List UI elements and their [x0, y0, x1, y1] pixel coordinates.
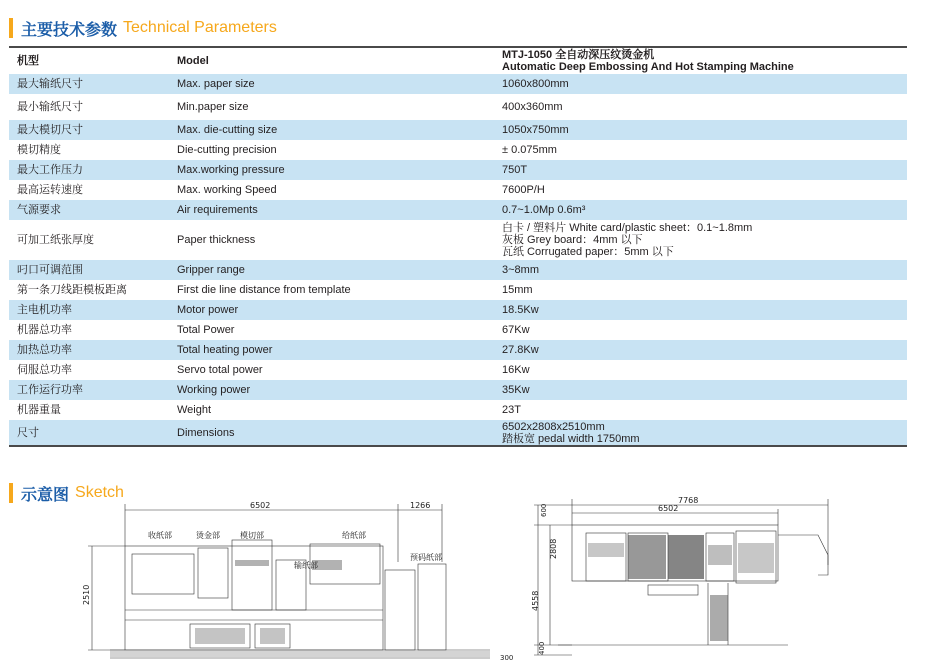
sketch-title-zh: 示意图: [21, 484, 70, 504]
param-value: [494, 120, 907, 140]
tech-title-zh: 主要技术参数: [21, 19, 118, 39]
front-dim-total: 7768: [678, 496, 699, 505]
table-row: [9, 380, 907, 400]
front-dim-height-total: 4558: [531, 590, 540, 611]
param-name-zh: 最小输纸尺寸: [17, 100, 83, 113]
param-value: [494, 400, 907, 420]
param-value: [494, 220, 907, 260]
label-feeding: 给纸部: [342, 531, 366, 540]
table-row: [9, 220, 907, 260]
param-name-zh: 工作运行功率: [17, 383, 83, 396]
table-row: [9, 180, 907, 200]
param-name-zh: 模切精度: [17, 143, 61, 156]
param-value-line: 白卡 / 塑料片 White card/plastic sheet：0.1~1.8mm: [502, 222, 753, 234]
param-name-zh: 第一条刀线距模板距离: [17, 283, 127, 296]
tech-title-en: Technical Parameters: [123, 19, 277, 36]
param-value-line: 35Kw: [502, 384, 530, 396]
param-value-line: 750T: [502, 164, 528, 176]
param-value: [494, 360, 907, 380]
table-row: [9, 120, 907, 140]
param-name-en: Weight: [177, 404, 212, 416]
table-row: [9, 360, 907, 380]
param-name-zh: 最大工作压力: [17, 163, 83, 176]
param-value-line: 400x360mm: [502, 101, 563, 113]
param-name-en: Paper thickness: [177, 234, 256, 246]
param-name-en: First die line distance from template: [177, 284, 351, 296]
label-delivery: 收纸部: [148, 531, 172, 540]
param-name-zh: 最大输纸尺寸: [17, 77, 83, 90]
param-value: [494, 260, 907, 280]
param-name-zh: 机器总功率: [17, 323, 72, 336]
param-name-zh: 气源要求: [17, 203, 61, 216]
table-row: [9, 140, 907, 160]
param-value: [494, 280, 907, 300]
param-name-zh: 机器重量: [17, 403, 61, 416]
table-row: [9, 94, 907, 120]
table-row: [9, 420, 907, 446]
param-name-zh: 最高运转速度: [17, 183, 83, 196]
param-value: [494, 200, 907, 220]
header-machine-zh: MTJ-1050 全自动深压纹烫金机: [502, 49, 655, 61]
table-row: [9, 400, 907, 420]
table-row: [9, 300, 907, 320]
param-value-line: 15mm: [502, 284, 533, 296]
table-row: [9, 280, 907, 300]
param-name-en: Working power: [177, 384, 251, 396]
param-value: [494, 94, 907, 120]
param-value: [494, 180, 907, 200]
table-row: [9, 340, 907, 360]
param-value-line: ± 0.075mm: [502, 144, 557, 156]
param-name-en: Min.paper size: [177, 101, 249, 113]
param-value-line: 27.8Kw: [502, 344, 539, 356]
header-model-zh: 机型: [17, 54, 39, 67]
title-accent-bar: [9, 483, 13, 503]
param-value-line: 灰板 Grey board：4mm 以下: [502, 234, 643, 246]
param-name-zh: 可加工纸张厚度: [17, 233, 94, 246]
param-name-en: Max. die-cutting size: [177, 124, 278, 136]
param-value-line: 6502x2808x2510mm: [502, 420, 605, 433]
front-dim-body: 6502: [658, 504, 679, 513]
param-name-en: Gripper range: [177, 264, 245, 276]
side-view-sketch: [80, 500, 520, 669]
param-value: [494, 320, 907, 340]
param-value-line: 67Kw: [502, 324, 530, 336]
param-value-line: 23T: [502, 404, 521, 416]
label-conveyor: 输纸部: [294, 561, 318, 570]
param-name-en: Max. working Speed: [177, 184, 277, 196]
param-name-zh: 加热总功率: [17, 343, 72, 356]
param-value-line: 0.7~1.0Mp 0.6m³: [502, 204, 586, 216]
param-value-line: 16Kw: [502, 364, 530, 376]
label-diecut: 模切部: [240, 531, 264, 540]
front-view-sketch: [528, 495, 838, 665]
table-body: [9, 74, 907, 446]
param-name-en: Die-cutting precision: [177, 144, 277, 156]
header-machine-en: Automatic Deep Embossing And Hot Stamping Machine: [502, 61, 794, 73]
param-value-line: 1060x800mm: [502, 78, 569, 90]
header-model-en: Model: [177, 55, 209, 67]
tech-section-title: [9, 17, 277, 39]
table-header: [9, 47, 907, 74]
front-dim-top: 600: [540, 503, 548, 517]
param-name-en: Total Power: [177, 324, 235, 336]
side-dim-total: 6502: [250, 501, 271, 510]
param-name-en: Max.working pressure: [177, 164, 285, 176]
table-row: [9, 160, 907, 180]
side-dim-base: 300: [500, 654, 514, 662]
param-value-line: 18.5Kw: [502, 304, 539, 316]
param-value: [494, 340, 907, 360]
param-name-zh: 叼口可调范围: [17, 263, 83, 276]
side-dim-height: 2510: [82, 584, 91, 605]
param-name-en: Motor power: [177, 304, 239, 316]
param-value: [494, 140, 907, 160]
header-machine: [494, 47, 907, 74]
param-name-en: Dimensions: [177, 426, 235, 439]
param-value: [494, 420, 907, 446]
param-name-zh: 尺寸: [17, 425, 39, 439]
param-name-en: Total heating power: [177, 344, 273, 356]
param-value-line: 1050x750mm: [502, 124, 569, 136]
table-row: [9, 320, 907, 340]
param-value: [494, 300, 907, 320]
label-stamping: 烫金部: [196, 531, 220, 540]
param-value: [494, 160, 907, 180]
side-dim-feeder: 1266: [410, 501, 431, 510]
param-value-line: 瓦纸 Corrugated paper：5mm 以下: [502, 246, 674, 258]
table-row: [9, 200, 907, 220]
front-dim-height-inner: 2808: [549, 538, 558, 559]
param-value-line: 3~8mm: [502, 264, 539, 276]
param-name-zh: 最大模切尺寸: [17, 123, 83, 136]
param-value: [494, 74, 907, 94]
table-row: [9, 260, 907, 280]
label-prestack: 预码纸部: [410, 553, 442, 562]
param-value: [494, 380, 907, 400]
param-name-en: Air requirements: [177, 204, 258, 216]
front-dim-base: 400: [538, 641, 546, 655]
title-accent-bar: [9, 18, 13, 38]
param-name-en: Max. paper size: [177, 78, 255, 90]
param-value-line: 7600P/H: [502, 184, 545, 196]
param-name-en: Servo total power: [177, 364, 263, 376]
param-name-zh: 伺服总功率: [17, 363, 72, 376]
table-row: [9, 74, 907, 94]
param-value-line: 踏板宽 pedal width 1750mm: [502, 432, 640, 445]
sketch-title-en: Sketch: [75, 484, 124, 501]
parameters-table: [9, 46, 907, 447]
param-name-zh: 主电机功率: [17, 303, 72, 316]
